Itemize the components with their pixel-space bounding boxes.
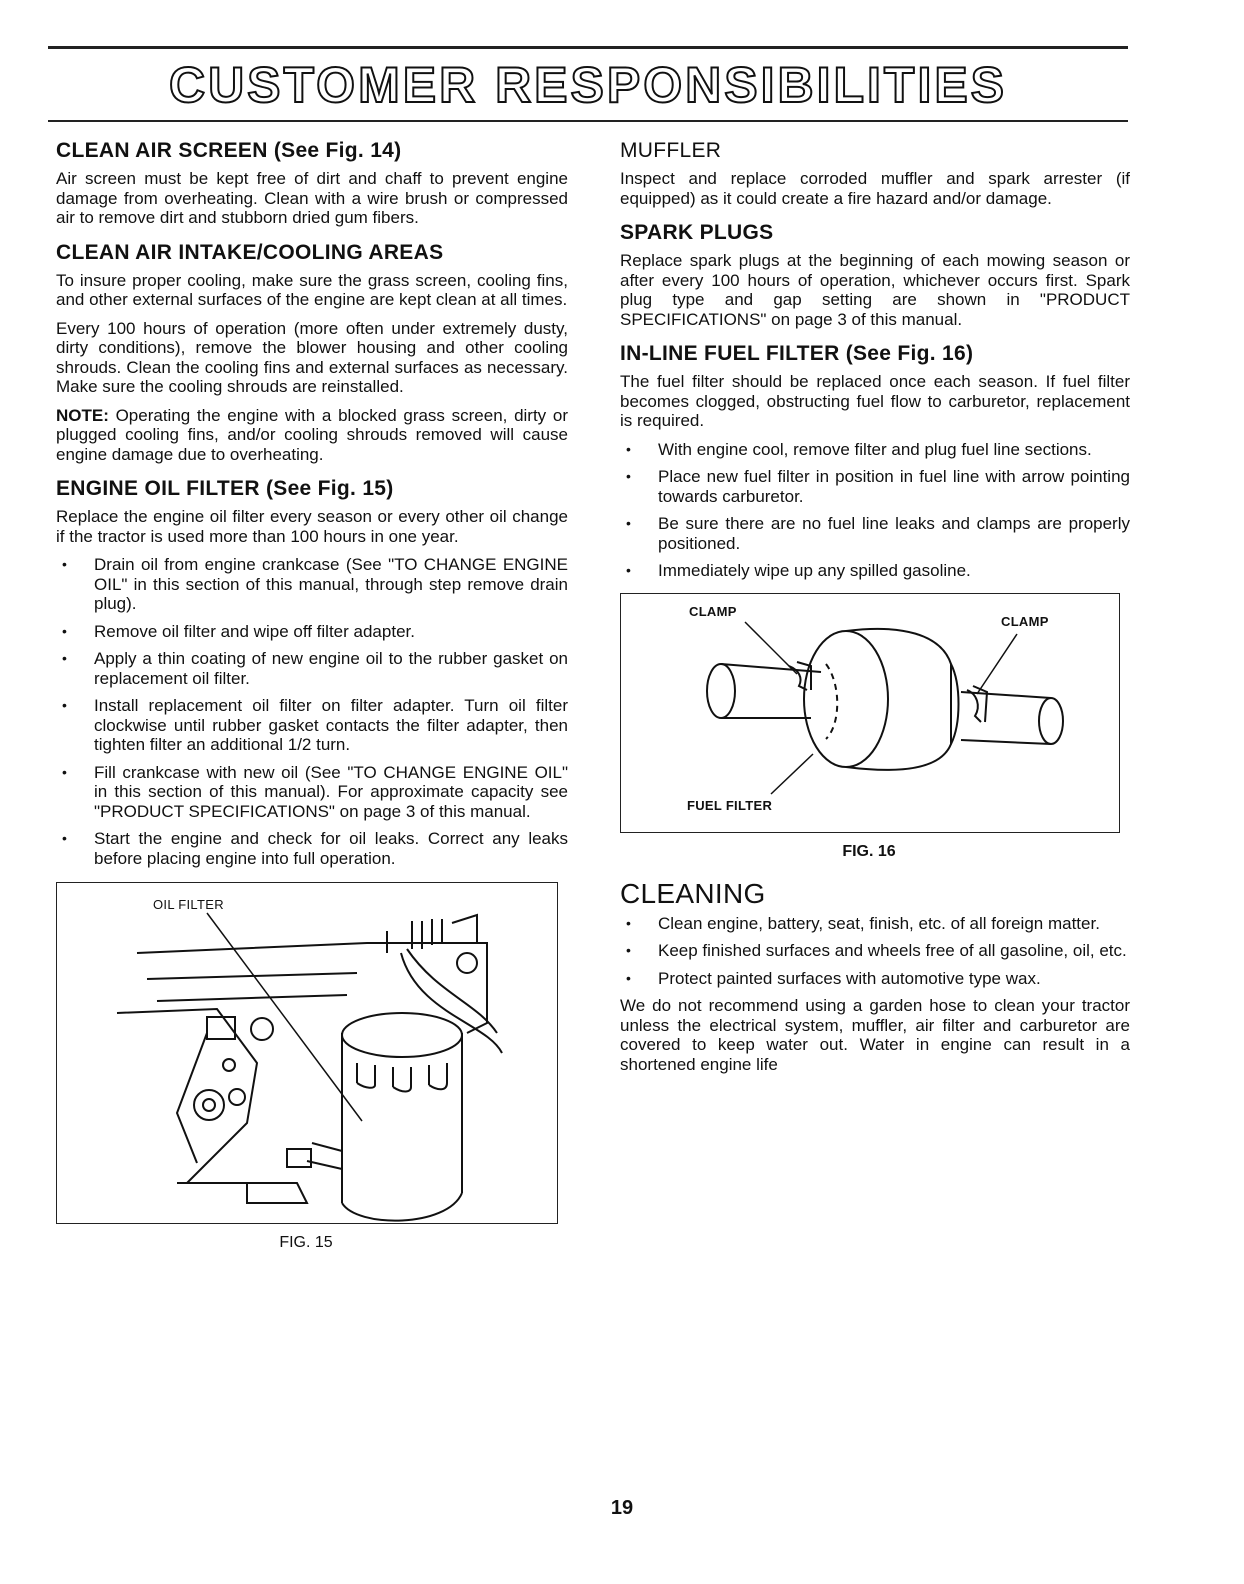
list-item: • Keep finished surfaces and wheels free of all gasoline, oil, etc. [620, 941, 1130, 961]
list-item: • Immediately wipe up any spilled gasoline. [620, 561, 1130, 581]
figure-15-box [56, 882, 558, 1224]
section-heading: IN-LINE FUEL FILTER (See Fig. 16) [620, 342, 974, 365]
header-rule-top [48, 46, 1128, 49]
list-item: • Drain oil from engine crankcase (See "TO CHANGE ENGINE OIL" in this section of this manual, through step remove drain plug). [56, 555, 568, 614]
list-item: • With engine cool, remove filter and plug fuel line sections. [620, 440, 1130, 460]
paragraph: Replace the engine oil filter every season or every other oil change if the tractor is used more than 100 hours in one year. [56, 507, 568, 546]
oil-filter-label: OIL FILTER [153, 897, 224, 912]
section-heading: CLEAN AIR SCREEN (See Fig. 14) [56, 139, 402, 162]
list-item: • Start the engine and check for oil leaks. Correct any leaks before placing engine into full operation. [56, 829, 568, 868]
fuel-filter-label: FUEL FILTER [687, 797, 773, 813]
section-heading: CLEAN AIR INTAKE/COOLING AREAS [56, 240, 444, 264]
section-heading: CLEANING [620, 877, 766, 909]
list-item: • Install replacement oil filter on filter adapter. Turn oil filter clockwise until rubber gasket contacts the filter adapter, then tighten filter an additional 1/2 turn. [56, 696, 568, 755]
paragraph: Inspect and replace corroded muffler and spark arrester (if equipped) as it could create a fire hazard and/or damage. [620, 169, 1130, 208]
list-item: • Place new fuel filter in position in fuel line with arrow pointing towards carburetor. [620, 467, 1130, 506]
paragraph: To insure proper cooling, make sure the grass screen, cooling fins, and other external surfaces of the engine are kept clean at all times. [56, 270, 568, 309]
page-title: CUSTOMER RESPONSIBILITIES [168, 57, 1008, 113]
list-item: • Remove oil filter and wipe off filter adapter. [56, 622, 568, 642]
paragraph: Replace spark plugs at the beginning of each mowing season or after every 100 hours of operation, whichever occurs first. Spark plug type and gap setting are shown in "PRODUCT SPECIFICATIONS" on page 3 of this manual. [620, 251, 1130, 329]
figure-16-caption: FIG. 16 [842, 842, 896, 860]
fuel-filter-illustration [621, 594, 1119, 832]
section-cleaning [620, 877, 1130, 1075]
note-text: Operating the engine with a blocked grass screen, dirty or plugged cooling fins, and/or cooling shrouds removed will cause engine damage due to overheating. [56, 405, 568, 464]
figure-16-box [620, 593, 1120, 833]
note-label: NOTE: [56, 405, 109, 425]
section-fuel-filter [620, 341, 1130, 581]
clamp-left-label: CLAMP [689, 603, 737, 619]
bullet-list [56, 555, 568, 868]
section-air-intake [56, 240, 568, 465]
list-item: • Be sure there are no fuel line leaks and clamps are properly positioned. [620, 514, 1130, 553]
section-heading: SPARK PLUGS [620, 221, 774, 244]
list-item: • Fill crankcase with new oil (See "TO CHANGE ENGINE OIL" in this section of this manual). For approximate capacity see "PRODUCT SPECIFICATIONS" on page 3 of this manual. [56, 763, 568, 822]
oil-filter-illustration [57, 883, 557, 1223]
paragraph: We do not recommend using a garden hose to clean your tractor unless the electrical system, muffler, air filter and carburetor are covered to keep water out. Water in engine can result in a shortened engine life [620, 996, 1130, 1074]
page-number: 19 [610, 1497, 634, 1519]
figure-15-caption: FIG. 15 [279, 1234, 333, 1251]
paragraph: The fuel filter should be replaced once each season. If fuel filter becomes clogged, obstructing fuel flow to carburetor, replacement is required. [620, 372, 1130, 430]
section-air-screen [56, 138, 568, 228]
section-spark-plugs [620, 220, 1130, 329]
clamp-right-label: CLAMP [1001, 613, 1049, 629]
bullet-list [620, 440, 1130, 581]
header-rule-bottom [48, 120, 1128, 122]
note-paragraph [56, 406, 568, 465]
list-item: • Apply a thin coating of new engine oil to the rubber gasket on replacement oil filter. [56, 649, 568, 688]
section-heading: ENGINE OIL FILTER (See Fig. 15) [56, 477, 394, 500]
section-oil-filter [56, 476, 568, 868]
paragraph: Every 100 hours of operation (more often under extremely dusty, dirty conditions), remove the blower housing and other cooling shrouds. Clean the cooling fins and external surfaces as necessary. Make sure the cooling shrouds are reinstalled. [56, 318, 568, 396]
right-column [620, 138, 1130, 1086]
paragraph: Air screen must be kept free of dirt and chaff to prevent engine damage from overheating. Clean with a wire brush or compressed air to remove dirt and stubborn dried gum fibers. [56, 169, 568, 227]
bullet-list [620, 914, 1130, 989]
list-item: • Protect painted surfaces with automotive type wax. [620, 969, 1130, 989]
section-muffler [620, 138, 1130, 208]
left-column [56, 138, 568, 1252]
section-heading: MUFFLER [620, 139, 722, 162]
list-item: • Clean engine, battery, seat, finish, etc. of all foreign matter. [620, 914, 1130, 934]
